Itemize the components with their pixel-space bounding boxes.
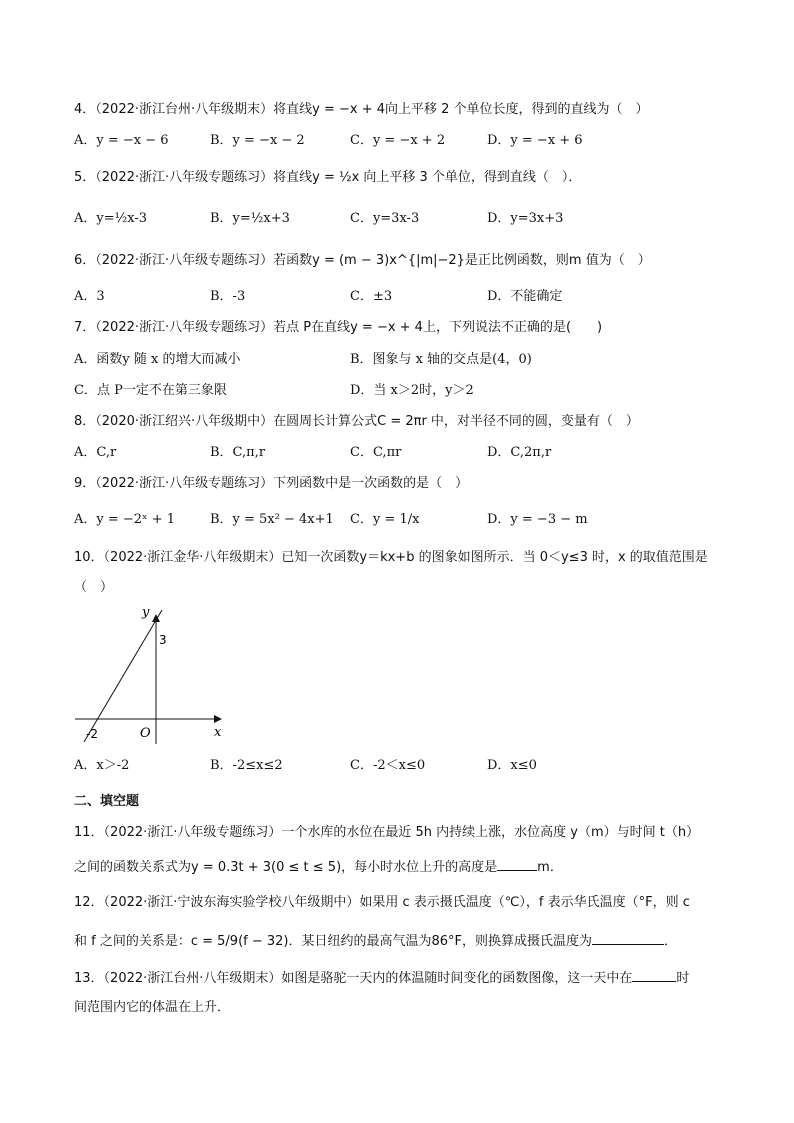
function-line: [84, 610, 162, 742]
question-5-option-b[interactable]: B．y=½x+3: [210, 211, 290, 226]
question-9-option-a[interactable]: A．y = −2ˣ + 1: [74, 512, 175, 527]
question-12-answer-blank[interactable]: [592, 930, 664, 945]
question-4-option-a[interactable]: A．y = −x − 6: [74, 133, 169, 148]
question-13-line2: 间范围内它的体温在上升．: [74, 1000, 231, 1015]
linear-function-graph: [70, 600, 240, 750]
question-11-line2-text: 之间的函数关系式为y = 0.3t + 3(0 ≤ t ≤ 5)，每小时水位上升的高度是: [74, 860, 498, 875]
question-12-line2-text: 和 f 之间的关系是：c = 5/9(f − 32)．某日纽约的最高气温为86°F，则换算成摄氏温度为: [74, 934, 593, 949]
question-12-line1: 12．（2022·浙江·宁波东海实验学校八年级期中）如果用 c 表示摄氏温度（℃），f 表示华氏温度（°F，则 c: [74, 895, 690, 910]
section-title-fill-in: 二、填空题: [74, 794, 140, 809]
question-10-stem-cont: （ ）: [74, 580, 114, 595]
question-4-option-d[interactable]: D．y = −x + 6: [487, 133, 583, 148]
question-9-option-d[interactable]: D．y = −3 − m: [487, 512, 588, 527]
question-7-option-b[interactable]: B．图象与 x 轴的交点是(4，0): [350, 352, 532, 367]
question-7-option-a[interactable]: A．函数y 随 x 的增大而减小: [74, 352, 241, 367]
question-11-line2-suffix: m．: [537, 860, 563, 875]
question-12-line2-suffix: ．: [664, 934, 678, 949]
question-10-option-a[interactable]: A．x＞-2: [74, 758, 130, 773]
question-8-option-a[interactable]: A．C,r: [74, 445, 117, 460]
question-8-option-c[interactable]: C．C,πr: [350, 445, 402, 460]
question-5-option-a[interactable]: A．y=½x-3: [74, 211, 147, 226]
question-6-option-a[interactable]: A．3: [74, 289, 105, 304]
origin-label: O: [140, 726, 151, 741]
question-8-option-d[interactable]: D．C,2π,r: [487, 445, 552, 460]
question-10-option-c[interactable]: C．-2＜x≤0: [350, 758, 426, 773]
question-4-option-b[interactable]: B．y = −x − 2: [210, 133, 305, 148]
question-11-line2: [74, 856, 563, 878]
question-6-option-d[interactable]: D．不能确定: [487, 289, 563, 304]
question-13-line1: [74, 967, 689, 989]
x-intercept-label: -2: [86, 727, 98, 741]
y-intercept-label: 3: [159, 633, 167, 647]
question-13-answer-blank[interactable]: [632, 967, 676, 982]
question-9-option-c[interactable]: C．y = 1/x: [350, 512, 420, 527]
question-6-option-c[interactable]: C．±3: [350, 289, 393, 304]
question-10-stem: 10．（2022·浙江金华·八年级期末）已知一次函数y＝kx+b 的图象如图所示．当 0＜y≤3 时，x 的取值范围是: [74, 550, 708, 565]
question-13-line1-text: 13．（2022·浙江台州·八年级期末）如图是骆驼一天内的体温随时间变化的函数图像，这一天中在: [74, 971, 633, 986]
question-5-option-c[interactable]: C．y=3x-3: [350, 211, 420, 226]
question-9-option-b[interactable]: B．y = 5x² − 4x+1: [210, 512, 334, 527]
x-axis-label: x: [214, 725, 222, 740]
question-13-line1-suffix: 时: [676, 971, 690, 986]
question-7-stem: 7．（2022·浙江·八年级专题练习）若点 P在直线y = −x + 4上，下列说法不正确的是( ): [74, 320, 603, 335]
question-7-option-d[interactable]: D．当 x＞2时，y＞2: [350, 383, 474, 398]
question-10-option-d[interactable]: D．x≤0: [487, 758, 537, 773]
question-7-option-c[interactable]: C．点 P一定不在第三象限: [74, 383, 227, 398]
question-6-option-b[interactable]: B．-3: [210, 289, 246, 304]
question-4-option-c[interactable]: C．y = −x + 2: [350, 133, 446, 148]
question-5-stem: 5．（2022·浙江·八年级专题练习）将直线y = ½x 向上平移 3 个单位，得到直线（ ）．: [74, 170, 582, 185]
question-8-stem: 8．（2020·浙江绍兴·八年级期中）在圆周长计算公式C = 2πr 中，对半径不同的圆，变量有（ ）: [74, 414, 639, 429]
question-12-line2: [74, 930, 677, 952]
question-11-answer-blank[interactable]: [497, 856, 537, 871]
question-11-line1: 11．（2022·浙江·八年级专题练习）一个水库的水位在最近 5h 内持续上涨，水位高度 y（m）与时间 t（h）: [74, 825, 700, 840]
question-5-option-d[interactable]: D．y=3x+3: [487, 211, 564, 226]
y-axis-label: y: [142, 605, 150, 620]
question-9-stem: 9．（2022·浙江·八年级专题练习）下列函数中是一次函数的是（ ）: [74, 476, 469, 491]
question-6-stem: 6．（2022·浙江·八年级专题练习）若函数y = (m − 3)x^{|m|−2}是正比例函数，则m 值为（ ）: [74, 253, 651, 268]
question-8-option-b[interactable]: B．C,π,r: [210, 445, 266, 460]
question-4-stem: 4．（2022·浙江台州·八年级期末）将直线y = −x + 4向上平移 2 个单位长度，得到的直线为（ ）: [74, 102, 649, 117]
question-10-option-b[interactable]: B．-2≤x≤2: [210, 758, 283, 773]
